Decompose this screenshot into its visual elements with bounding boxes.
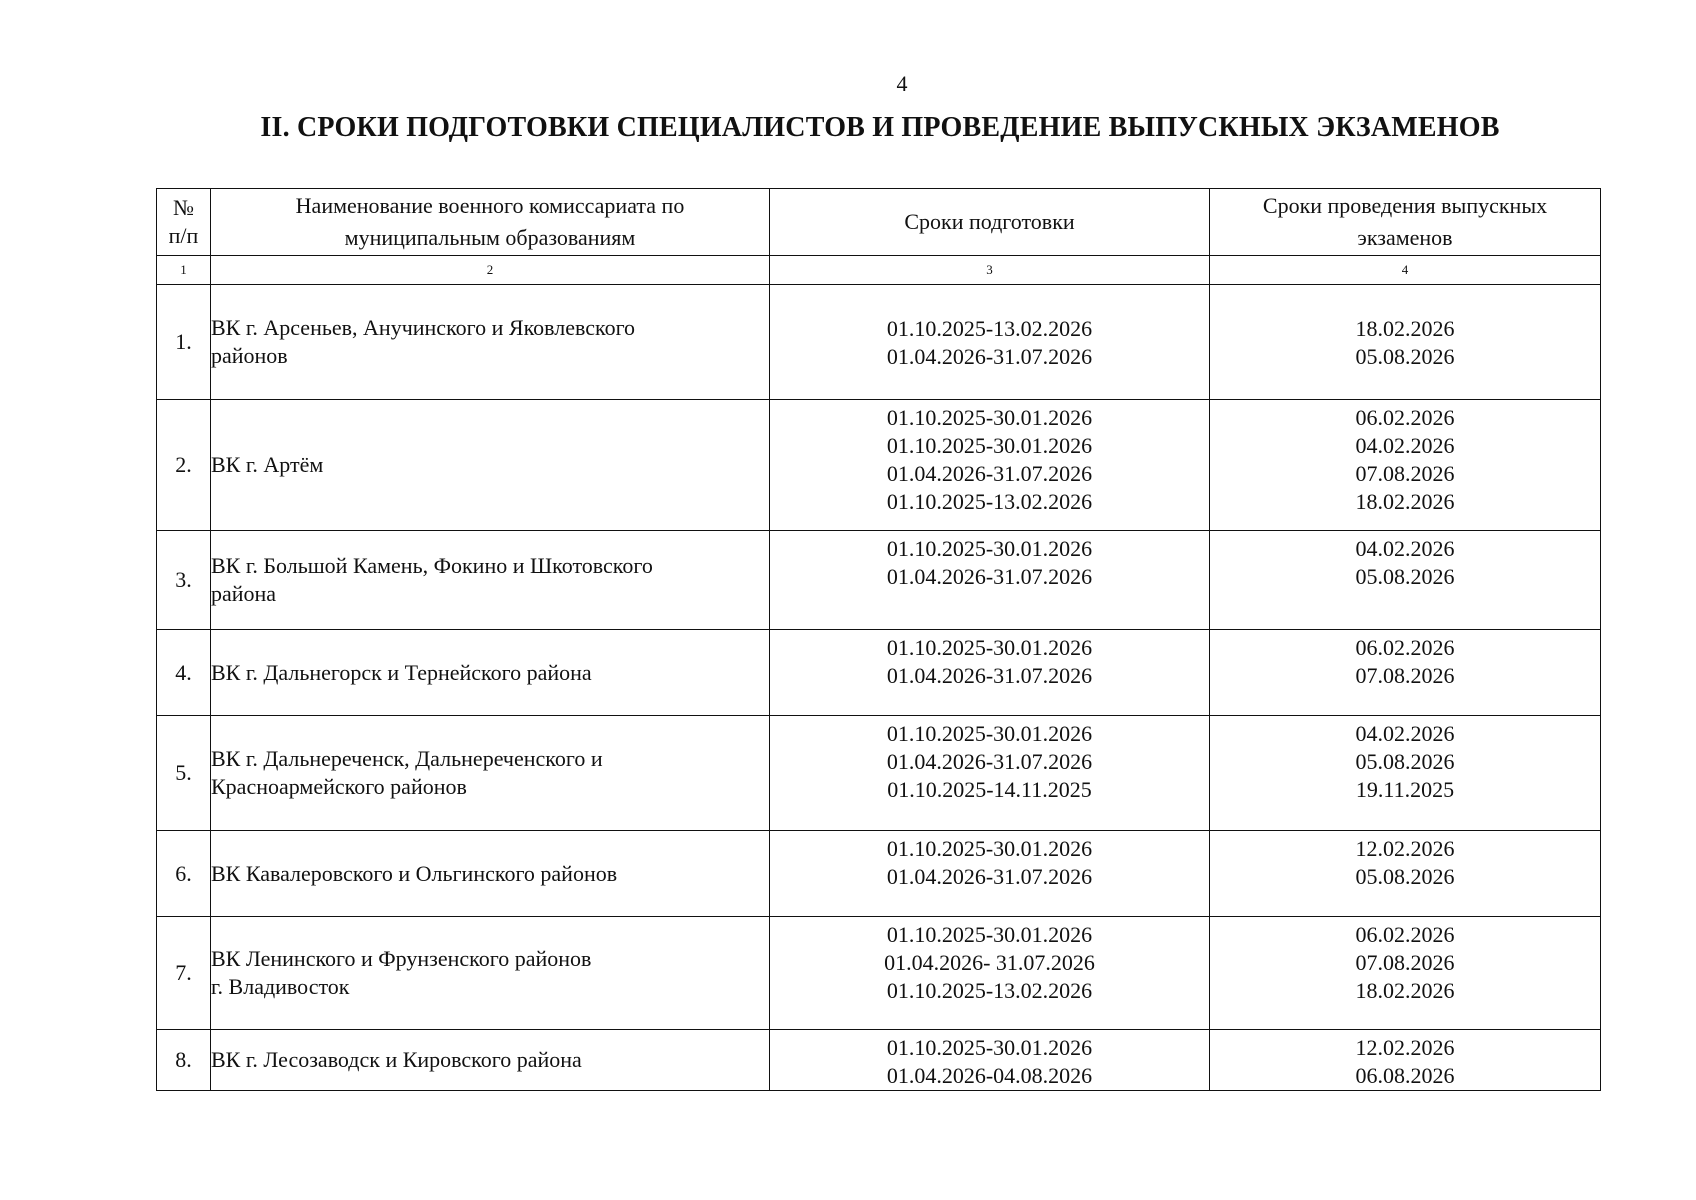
commissariat-name-line: ВК г. Арсеньев, Анучинского и Яковлевского: [211, 315, 636, 340]
table-row: [157, 1030, 1601, 1091]
exam-date-cell: [1210, 400, 1601, 531]
exam-date-cell: [1210, 716, 1601, 831]
exam-date-cell: [1210, 531, 1601, 630]
training-period-cell: [770, 400, 1210, 531]
training-period: 01.10.2025-14.11.2025: [887, 777, 1092, 802]
exam-date-cell: [1210, 1030, 1601, 1091]
exam-date-cell: [1210, 285, 1601, 400]
exam-date: 19.11.2025: [1355, 777, 1455, 802]
column-number: 2: [211, 256, 770, 285]
commissariat-name: [211, 716, 770, 831]
training-period: 01.10.2025-13.02.2026: [886, 978, 1093, 1003]
commissariat-name-line: района: [211, 581, 277, 606]
table-body: [157, 285, 1601, 1091]
header-num: [157, 189, 211, 256]
header-training: Сроки подготовки: [770, 189, 1210, 256]
row-number: 6.: [157, 831, 211, 917]
training-period: 01.10.2025-30.01.2026: [886, 1035, 1093, 1060]
training-period-cell: [770, 917, 1210, 1030]
column-number: 1: [157, 256, 211, 285]
commissariat-name: [211, 1030, 770, 1091]
exam-date-cell: [1210, 831, 1601, 917]
commissariat-name: [211, 285, 770, 400]
table-row: [157, 630, 1601, 716]
column-number-row: [157, 256, 1601, 285]
exam-date: 06.02.2026: [1355, 405, 1455, 430]
commissariat-name-line: Красноармейского районов: [211, 774, 467, 799]
exam-date: 06.02.2026: [1355, 635, 1455, 660]
exam-date-cell: [1210, 630, 1601, 716]
exam-date: 05.08.2026: [1355, 564, 1455, 589]
table-row: [157, 917, 1601, 1030]
header-exams-line2: экзаменов: [1357, 225, 1453, 250]
exam-date-cell: [1210, 917, 1601, 1030]
training-period: 01.04.2026-31.07.2026: [886, 461, 1093, 486]
exam-date: 07.08.2026: [1355, 950, 1455, 975]
exam-date: 18.02.2026: [1355, 489, 1455, 514]
commissariat-name-line: г. Владивосток: [211, 974, 350, 999]
training-period: 01.10.2025-30.01.2026: [886, 721, 1093, 746]
table-header-row: [157, 189, 1601, 256]
exam-date: 12.02.2026: [1355, 1035, 1455, 1060]
training-period: 01.10.2025-30.01.2026: [886, 433, 1093, 458]
training-period: 01.10.2025-30.01.2026: [886, 635, 1093, 660]
commissariat-name-line: ВК г. Большой Камень, Фокино и Шкотовского: [211, 553, 653, 578]
exam-date: 06.08.2026: [1355, 1063, 1455, 1088]
exam-date: 05.08.2026: [1355, 864, 1455, 889]
row-number: 4.: [157, 630, 211, 716]
training-period-cell: [770, 1030, 1210, 1091]
training-period: 01.04.2026-04.08.2026: [886, 1063, 1093, 1088]
schedule-table: [156, 188, 1601, 1091]
commissariat-name: [211, 917, 770, 1030]
training-period-cell: [770, 285, 1210, 400]
exam-date: 05.08.2026: [1355, 749, 1455, 774]
training-period-cell: [770, 531, 1210, 630]
exam-date: 18.02.2026: [1355, 316, 1455, 341]
commissariat-name: [211, 531, 770, 630]
training-period-cell: [770, 630, 1210, 716]
commissariat-name: [211, 831, 770, 917]
header-name-line2: муниципальным образованиям: [344, 225, 636, 250]
table-row: [157, 285, 1601, 400]
header-num-abbr: п/п: [168, 223, 199, 248]
header-exams: [1210, 189, 1601, 256]
exam-date: 06.02.2026: [1355, 922, 1455, 947]
commissariat-name-line: ВК г. Лесозаводск и Кировского района: [211, 1047, 582, 1072]
training-period: 01.04.2026-31.07.2026: [886, 749, 1093, 774]
header-exams-line1: Сроки проведения выпускных: [1262, 193, 1548, 218]
exam-date: 12.02.2026: [1355, 836, 1455, 861]
table-row: [157, 716, 1601, 831]
header-name: [211, 189, 770, 256]
commissariat-name: [211, 400, 770, 531]
commissariat-name-line: ВК Кавалеровского и Ольгинского районов: [211, 860, 618, 886]
exam-date: 05.08.2026: [1355, 344, 1455, 369]
row-number: 5.: [157, 716, 211, 831]
table-row: [157, 831, 1601, 917]
exam-date: 18.02.2026: [1355, 978, 1455, 1003]
exam-date: 07.08.2026: [1355, 663, 1455, 688]
row-number: 3.: [157, 531, 211, 630]
training-period: 01.10.2025-30.01.2026: [886, 922, 1093, 947]
training-period: 01.10.2025-30.01.2026: [886, 405, 1093, 430]
training-period-cell: [770, 716, 1210, 831]
training-period: 01.04.2026-31.07.2026: [886, 564, 1093, 589]
row-number: 7.: [157, 917, 211, 1030]
training-period: 01.10.2025-30.01.2026: [886, 536, 1093, 561]
training-period: 01.10.2025-30.01.2026: [886, 836, 1093, 861]
table-row: [157, 531, 1601, 630]
training-period: 01.04.2026- 31.07.2026: [884, 950, 1095, 975]
training-period: 01.04.2026-31.07.2026: [886, 344, 1093, 369]
commissariat-name-line: ВК Ленинского и Фрунзенского районов: [211, 946, 592, 971]
row-number: 2.: [157, 400, 211, 531]
exam-date: 04.02.2026: [1355, 433, 1455, 458]
table-row: [157, 400, 1601, 531]
commissariat-name: [211, 630, 770, 716]
exam-date: 04.02.2026: [1355, 721, 1455, 746]
page-number: 4: [896, 71, 908, 96]
commissariat-name-line: районов: [211, 343, 288, 368]
training-period: 01.10.2025-13.02.2026: [886, 489, 1093, 514]
training-period-cell: [770, 831, 1210, 917]
row-number: 1.: [157, 285, 211, 400]
page-title: II. СРОКИ ПОДГОТОВКИ СПЕЦИАЛИСТОВ И ПРОВЕДЕНИЕ ВЫПУСКНЫХ ЭКЗАМЕНОВ: [260, 112, 1500, 143]
exam-date: 07.08.2026: [1355, 461, 1455, 486]
training-period: 01.04.2026-31.07.2026: [886, 864, 1093, 889]
commissariat-name-line: ВК г. Артём: [211, 452, 324, 477]
commissariat-name-line: ВК г. Дальнегорск и Тернейского района: [211, 659, 592, 685]
exam-date: 04.02.2026: [1355, 536, 1455, 561]
header-num-symbol: №: [173, 195, 194, 220]
commissariat-name-line: ВК г. Дальнереченск, Дальнереченского и: [211, 746, 603, 771]
column-number: 3: [770, 256, 1210, 285]
column-number: 4: [1210, 256, 1601, 285]
training-period: 01.04.2026-31.07.2026: [886, 663, 1093, 688]
header-name-line1: Наименование военного комиссариата по: [295, 193, 685, 218]
training-period: 01.10.2025-13.02.2026: [886, 316, 1093, 341]
row-number: 8.: [157, 1030, 211, 1091]
